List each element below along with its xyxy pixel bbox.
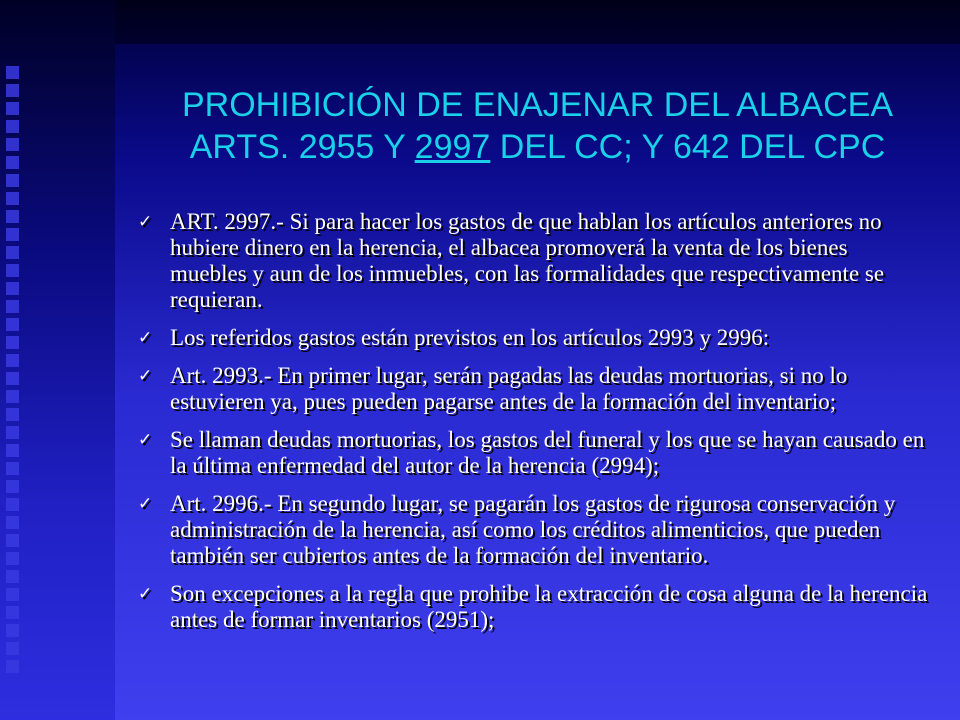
decorative-square [6, 480, 19, 493]
bullet-text: Art. 2996.- En segundo lugar, se pagarán los gastos de rigurosa conservación y administración de la herencia, así como los créditos alimenticios, que pueden también ser cubiertos antes de la formación del inventario. [170, 491, 896, 568]
decorative-square [6, 192, 19, 205]
title-line-2-prefix: ARTS. 2955 Y [189, 128, 415, 166]
decorative-square [6, 282, 19, 295]
bullet-text: ART. 2997.- Si para hacer los gastos de que hablan los artículos anteriores no hubiere dinero en la herencia, el albacea promoverá la venta de los bienes muebles y aun de los inmuebles, con las formalidades que respectivamente se requieran. [170, 209, 885, 312]
decorative-square [6, 426, 19, 439]
check-icon: ✓ [138, 212, 153, 232]
decorative-square [6, 516, 19, 529]
decorative-square [6, 570, 19, 583]
decorative-square [6, 642, 19, 655]
decorative-square [6, 372, 19, 385]
bullet-item-2 [138, 325, 928, 351]
title-line-2-underlined: 2997 [414, 128, 491, 166]
bullet-item-3 [138, 363, 928, 415]
decorative-square [6, 336, 19, 349]
bullet-item-4 [138, 427, 928, 479]
decorative-square [6, 552, 19, 565]
decorative-square [6, 84, 19, 97]
bullet-item-6 [138, 581, 928, 633]
decorative-square [6, 624, 19, 637]
decorative-square [6, 534, 19, 547]
check-icon: ✓ [138, 366, 153, 386]
check-icon: ✓ [138, 584, 153, 604]
bullet-text: Art. 2993.- En primer lugar, serán pagadas las deudas mortuorias, si no lo estuvieren ya, pues pueden pagarse antes de la formación del inventario; [170, 363, 848, 414]
decorative-square [6, 246, 19, 259]
decorative-square [6, 210, 19, 223]
bullet-item-1 [138, 209, 928, 313]
title-line-1: PROHIBICIÓN DE ENAJENAR DEL ALBACEA [181, 86, 894, 124]
check-icon: ✓ [138, 328, 153, 348]
decorative-square [6, 174, 19, 187]
decorative-square [6, 444, 19, 457]
bullet-item-5 [138, 491, 928, 569]
bullet-text: Los referidos gastos están previstos en los artículos 2993 y 2996: [170, 325, 770, 350]
decorative-square [6, 318, 19, 331]
decorative-square [6, 606, 19, 619]
decorative-square [6, 138, 19, 151]
check-icon: ✓ [138, 494, 153, 514]
slide-title [115, 84, 960, 168]
decorative-square [6, 264, 19, 277]
bullet-text: Son excepciones a la regla que prohibe la extracción de cosa alguna de la herencia antes de formar inventarios (2951); [170, 581, 928, 632]
decorative-square [6, 588, 19, 601]
decorative-square [6, 660, 19, 673]
bullet-text: Se llaman deudas mortuorias, los gastos del funeral y los que se hayan causado en la última enfermedad del autor de la herencia (2994); [170, 427, 925, 478]
decorative-square [6, 408, 19, 421]
check-icon: ✓ [138, 430, 153, 450]
top-decorative-band [115, 0, 960, 44]
decorative-square [6, 102, 19, 115]
decorative-square [6, 354, 19, 367]
decorative-square [6, 498, 19, 511]
decorative-square [6, 156, 19, 169]
decorative-square [6, 120, 19, 133]
decorative-square [6, 390, 19, 403]
left-decorative-column [0, 0, 115, 720]
decorative-square [6, 300, 19, 313]
decorative-square [6, 462, 19, 475]
decorative-squares [6, 66, 20, 678]
title-line-2-suffix: DEL CC; Y 642 DEL CPC [490, 128, 886, 166]
decorative-square [6, 66, 19, 79]
decorative-square [6, 228, 19, 241]
bullet-list [138, 209, 928, 645]
